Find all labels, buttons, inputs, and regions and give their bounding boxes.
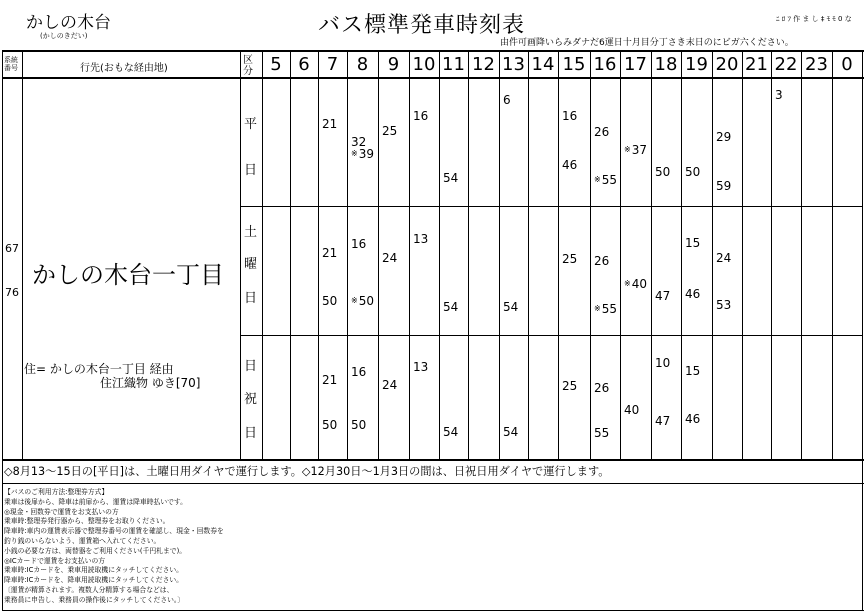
- departure-saturday-11-54: [443, 301, 458, 313]
- departure-minute: 21: [322, 372, 338, 387]
- hour-header-16: 16: [593, 54, 617, 75]
- departure-weekday-13-6: [503, 94, 511, 106]
- departure-holiday-13-54: [503, 426, 518, 438]
- hour-header-21: 21: [745, 54, 768, 75]
- departure-holiday-9-24: [382, 379, 397, 391]
- departure-holiday-10-13: [413, 361, 428, 373]
- departure-minute: 26: [594, 253, 610, 268]
- instruction-line-9: 乗車時:ICカードを、乗車用読取機にタッチしてください。: [4, 566, 183, 575]
- departure-minute: 47: [655, 288, 671, 303]
- day-type-3-char-1: 日: [244, 359, 258, 374]
- departure-saturday-13-54: [503, 301, 518, 313]
- hour-header-11: 11: [442, 54, 465, 75]
- departure-minute: 50: [358, 293, 374, 308]
- operation-notice: ◇8月13〜15日の[平日]は、土曜日用ダイヤで運行します。◇12月30日〜1月3日の間は、日祝日用ダイヤで運行します。: [4, 465, 610, 478]
- departure-saturday-15-25: [562, 253, 577, 265]
- grid-line-col: [409, 50, 410, 459]
- day-type-3-char-3: 日: [244, 426, 258, 441]
- departure-minute: 40: [624, 402, 640, 417]
- day-type-2-char-1: 土: [244, 225, 258, 240]
- hour-header-5: 5: [270, 54, 282, 75]
- route-number-header: 系統番号: [4, 56, 18, 72]
- departure-saturday-20-24: [716, 252, 731, 264]
- departure-holiday-8-16: [351, 366, 366, 378]
- departure-saturday-17-40: [624, 278, 647, 290]
- grid-line-col: [347, 50, 348, 459]
- departure-saturday-8-16: [351, 238, 366, 250]
- top-right-note: ﾆ ﾛ ﾌ 作 ま し ‡ ﾓ ﾓ 0 な: [776, 15, 852, 23]
- grid-line-col: [620, 50, 621, 459]
- departure-saturday-16-55: [594, 303, 617, 315]
- departure-saturday-19-15: [685, 237, 700, 249]
- grid-line-notice-bottom: [2, 483, 864, 484]
- departure-weekday-20-29: [716, 131, 731, 143]
- departure-minute: 21: [322, 117, 338, 132]
- grid-line-dest: [240, 50, 241, 459]
- departure-holiday-16-26: [594, 382, 609, 394]
- footnote-mark: ※: [624, 145, 631, 155]
- departure-minute: 16: [351, 365, 367, 380]
- departure-minute: 40: [631, 277, 647, 291]
- grid-line-col: [742, 50, 743, 459]
- instruction-line-7: 小銭の必要な方は、両替器をご利用ください(千円札まで)。: [4, 546, 187, 555]
- day-type-1-char-1: 平: [244, 117, 258, 132]
- departure-holiday-18-10: [655, 357, 670, 369]
- day-type-header: 区分: [243, 55, 253, 77]
- grid-line-bottom: [2, 610, 864, 611]
- grid-line-col: [681, 50, 682, 459]
- departure-minute: 50: [322, 418, 338, 433]
- departure-minute: 13: [413, 360, 429, 375]
- grid-line-header-bottom: [2, 77, 864, 79]
- hour-header-7: 7: [326, 54, 339, 75]
- grid-line-col: [528, 50, 529, 459]
- departure-minute: 50: [655, 164, 671, 179]
- departure-minute: 24: [382, 250, 398, 265]
- instruction-line-12: 乗務員に申告し、乗務員の操作後にタッチしてください。〕: [4, 595, 185, 604]
- departure-minute: 16: [351, 237, 367, 252]
- grid-line-col: [771, 50, 772, 459]
- departure-minute: 46: [562, 158, 578, 173]
- departure-holiday-7-21: [322, 374, 337, 386]
- departure-minute: 50: [322, 293, 338, 308]
- departure-minute: 47: [655, 413, 671, 428]
- departure-minute: 26: [594, 380, 610, 395]
- footnote-mark: ※: [594, 174, 601, 184]
- departure-minute: 6: [503, 92, 511, 107]
- grid-line-table-bottom: [2, 459, 864, 461]
- grid-line-row: [240, 335, 862, 336]
- grid-line-right: [862, 50, 863, 611]
- grid-line-col: [590, 50, 591, 459]
- departure-minute: 3: [775, 87, 783, 102]
- departure-weekday-18-50: [655, 166, 670, 178]
- departure-saturday-8-50: [351, 295, 374, 307]
- destination-header: 行先(おもな経由地): [80, 63, 168, 74]
- departure-minute: 54: [443, 424, 459, 439]
- route-number-67: 67: [5, 242, 19, 255]
- hour-header-18: 18: [654, 54, 678, 75]
- departure-minute: 15: [685, 363, 701, 378]
- departure-minute: 24: [716, 250, 732, 265]
- departure-weekday-11-54: [443, 172, 458, 184]
- departure-minute: 46: [685, 286, 701, 301]
- day-type-1-char-2: 日: [244, 163, 258, 178]
- departure-saturday-18-47: [655, 290, 670, 302]
- grid-line-col: [439, 50, 440, 459]
- subtitle-right: 由件可画降いらみダナだ6運日十月目分丁さき末日のにビガ六ください。: [500, 38, 794, 48]
- departure-minute: 16: [562, 109, 578, 124]
- departure-weekday-15-16: [562, 110, 577, 122]
- departure-minute: 29: [716, 130, 732, 145]
- grid-line-left: [2, 50, 3, 611]
- departure-minute: 59: [716, 179, 732, 194]
- grid-line-col: [499, 50, 500, 459]
- departure-minute: 10: [655, 355, 671, 370]
- grid-line-top: [2, 50, 864, 52]
- grid-line-col: [558, 50, 559, 459]
- day-type-2-char-2: 曜: [244, 257, 258, 272]
- grid-line-col: [290, 50, 291, 459]
- departure-minute: 26: [594, 125, 610, 140]
- departure-minute: 32: [351, 135, 367, 150]
- departure-holiday-11-54: [443, 426, 458, 438]
- instruction-line-2: 乗車は後扉から、降車は前扉から、運賃は降車時払いです。: [4, 497, 187, 506]
- departure-saturday-10-13: [413, 233, 428, 245]
- grid-line-col: [801, 50, 802, 459]
- departure-minute: 16: [413, 109, 429, 124]
- departure-minute: 50: [685, 164, 701, 179]
- hour-header-17: 17: [624, 54, 647, 75]
- departure-minute: 54: [443, 300, 459, 315]
- page-title: バス標準発車時刻表: [318, 13, 526, 38]
- grid-line-route: [22, 50, 23, 459]
- departure-minute: 25: [382, 123, 398, 138]
- route-number-76: 76: [5, 286, 19, 299]
- grid-line-col: [651, 50, 652, 459]
- instruction-line-6: 釣り銭のいらないよう、運賃箱へ入れてください。: [4, 537, 161, 545]
- departure-saturday-19-46: [685, 288, 700, 300]
- departure-weekday-16-26: [594, 126, 609, 138]
- via-line-1: 住= かしの木台一丁目 経由: [24, 362, 174, 376]
- grid-line-row: [240, 206, 862, 207]
- stop-name: かしの木台: [26, 13, 111, 33]
- hour-header-22: 22: [774, 54, 798, 75]
- departure-holiday-18-47: [655, 415, 670, 427]
- instruction-line-8: ◎ICカードで運賃をお支払いの方: [4, 556, 106, 565]
- grid-line-col: [262, 50, 263, 459]
- departure-weekday-20-59: [716, 180, 731, 192]
- departure-minute: 25: [562, 252, 578, 267]
- departure-weekday-22-3: [775, 89, 783, 101]
- footnote-mark: ※: [624, 279, 631, 288]
- footnote-mark: ※: [351, 148, 358, 158]
- hour-header-23: 23: [805, 54, 828, 75]
- departure-saturday-7-50: [322, 295, 337, 307]
- departure-saturday-16-26: [594, 255, 609, 267]
- departure-minute: 25: [562, 379, 578, 394]
- departure-minute: 54: [443, 171, 459, 186]
- departure-holiday-19-46: [685, 413, 700, 425]
- departure-minute: 24: [382, 377, 398, 392]
- grid-line-col: [468, 50, 469, 459]
- hour-header-20: 20: [715, 54, 739, 75]
- instruction-line-11: 〔運賃が精算されます。複数人分精算する場合などは、: [4, 586, 174, 594]
- departure-minute: 55: [594, 426, 610, 441]
- hour-header-0: 0: [841, 54, 853, 75]
- departure-minute: 15: [685, 235, 701, 250]
- stop-reading: (かしのきだい): [40, 32, 88, 40]
- hour-header-19: 19: [685, 54, 708, 75]
- departure-minute: 13: [413, 232, 429, 247]
- instruction-line-1: 【バスのご利用方法:整理券方式】: [4, 488, 109, 496]
- hour-header-9: 9: [387, 54, 400, 75]
- departure-holiday-19-15: [685, 365, 700, 377]
- grid-line-col: [318, 50, 319, 459]
- departure-holiday-15-25: [562, 380, 577, 392]
- departure-saturday-7-21: [322, 247, 337, 259]
- footnote-mark: ※: [594, 303, 601, 313]
- departure-minute: 50: [351, 418, 367, 433]
- departure-minute: 46: [685, 412, 701, 427]
- day-type-3-char-2: 祝: [244, 392, 258, 407]
- departure-minute: 55: [601, 172, 617, 187]
- footnote-mark: ※: [351, 295, 358, 305]
- grid-line-col: [712, 50, 713, 459]
- hour-header-15: 15: [562, 54, 586, 75]
- departure-minute: 54: [503, 300, 519, 315]
- grid-line-col: [832, 50, 833, 459]
- hour-header-12: 12: [472, 54, 495, 75]
- instruction-line-3: ◎現金・回数券で運賃をお支払いの方: [4, 507, 119, 516]
- hour-header-8: 8: [356, 54, 369, 75]
- departure-saturday-20-53: [716, 299, 731, 311]
- departure-weekday-19-50: [685, 166, 700, 178]
- departure-holiday-16-55: [594, 427, 609, 439]
- departure-weekday-17-37: [624, 144, 647, 156]
- hour-header-6: 6: [298, 54, 310, 75]
- departure-minute: 53: [716, 298, 732, 313]
- departure-holiday-7-50: [322, 419, 337, 431]
- departure-minute: 54: [503, 424, 519, 439]
- departure-weekday-9-25: [382, 125, 397, 137]
- instruction-line-10: 降車時:ICカードを、降車用読取機にタッチしてください。: [4, 576, 183, 585]
- departure-minute: 39: [358, 146, 374, 161]
- departure-weekday-16-55: [594, 174, 617, 186]
- departure-weekday-7-21: [322, 118, 337, 130]
- departure-weekday-8-39: [351, 148, 374, 160]
- hour-header-10: 10: [412, 54, 436, 75]
- destination-name: かしの木台一丁目: [32, 261, 224, 289]
- departure-weekday-15-46: [562, 159, 577, 171]
- hour-header-14: 14: [531, 54, 555, 75]
- day-type-2-char-3: 日: [244, 291, 258, 306]
- departure-saturday-9-24: [382, 252, 397, 264]
- grid-line-col: [378, 50, 379, 459]
- via-line-2: 住江織物 ゆき[70]: [100, 376, 201, 390]
- hour-header-13: 13: [502, 54, 525, 75]
- departure-minute: 55: [601, 301, 617, 316]
- departure-weekday-10-16: [413, 110, 428, 122]
- instruction-line-4: 乗車時:整理券発行器から、整理券をお取りください。: [4, 517, 170, 526]
- departure-minute: 37: [631, 143, 647, 158]
- departure-holiday-8-50: [351, 419, 366, 431]
- departure-minute: 21: [322, 245, 338, 260]
- departure-holiday-17-40: [624, 404, 639, 416]
- instruction-line-5: 降車時:車内の運賃表示器で整理券番号の運賃を確認し、現金・回数券を: [4, 527, 224, 536]
